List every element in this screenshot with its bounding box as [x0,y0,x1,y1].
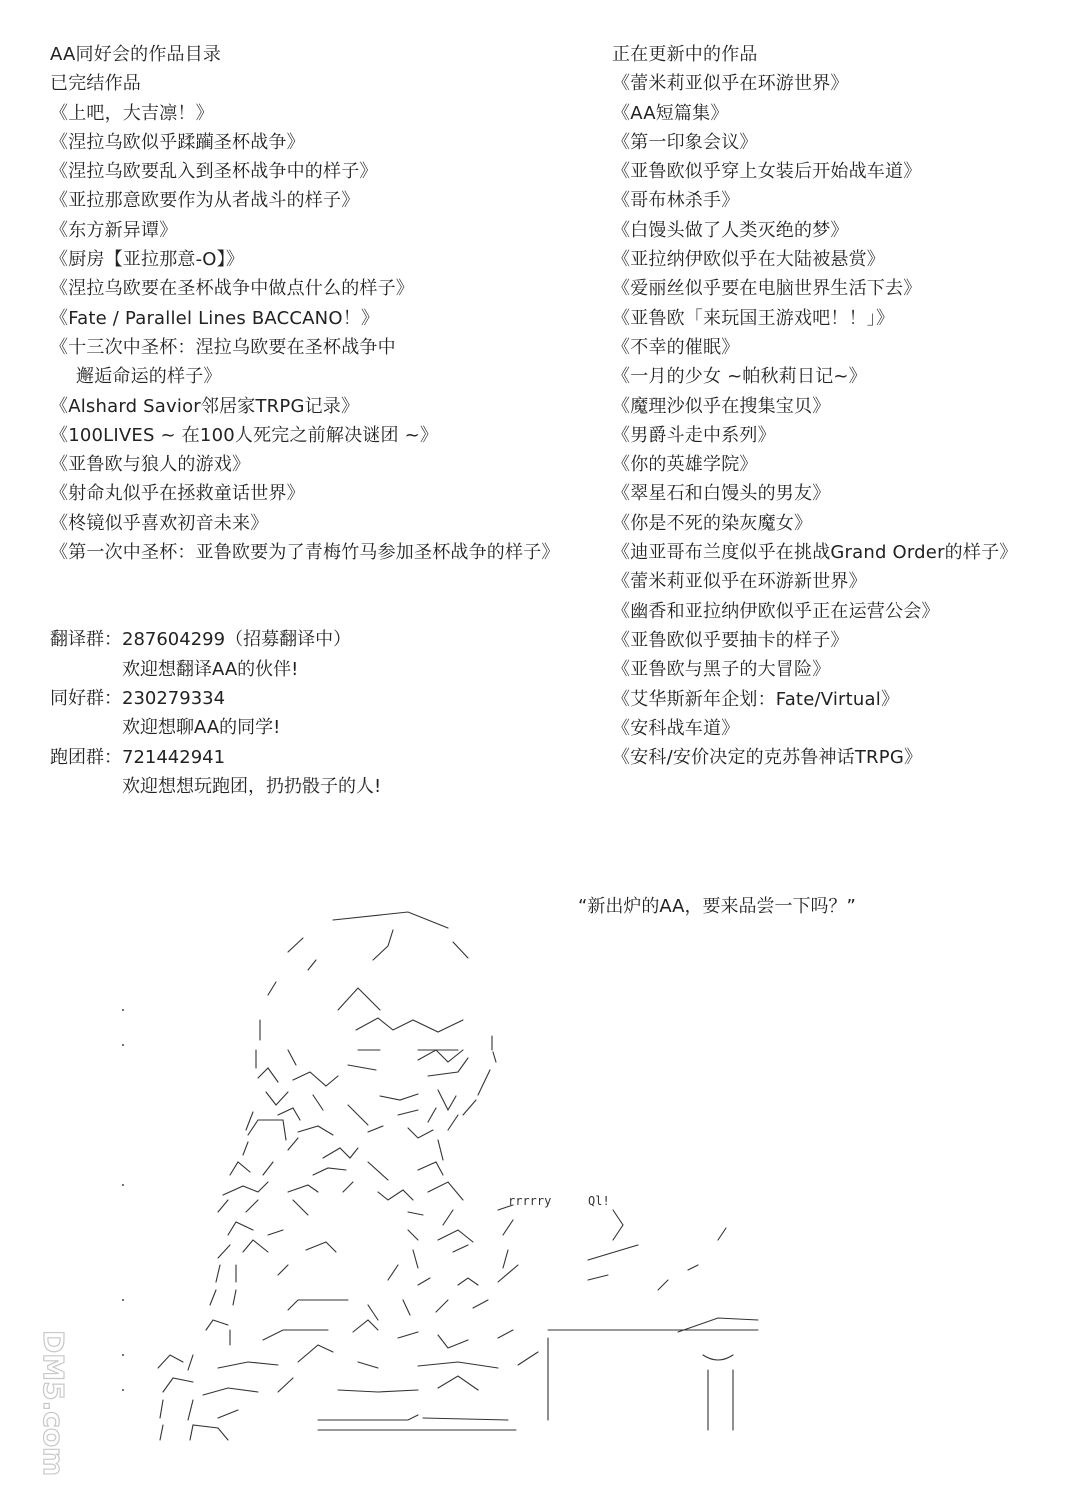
list-item: 《亚鲁欧似乎要抽卡的样子》 [612,629,849,651]
list-item: 《射命丸似乎在拯救童话世界》 [50,483,305,505]
art-sound-text: rrrrry [508,1194,552,1208]
list-item: 《爱丽丝似乎要在电脑世界生活下去》 [612,278,922,300]
catalog-title: AA同好会的作品目录 [50,44,222,65]
watermark-text: DM5.com [37,1330,70,1477]
art-symbol-text: Ql! [588,1194,610,1208]
list-item: 《涅拉乌欧要乱入到圣杯战争中的样子》 [50,161,378,183]
dm5-watermark [14,1330,70,1480]
list-item: 《安科/安价决定的克苏鲁神话TRPG》 [612,747,923,769]
list-item: 《Alshard Savior邻居家TRPG记录》 [50,395,360,417]
group-number: 721442941 [122,746,226,768]
list-item: 《涅拉乌欧似乎蹂躏圣杯战争》 [50,131,305,153]
list-item: 《亚鲁欧与狼人的游戏》 [50,454,251,476]
fan-group [50,684,590,713]
list-item: 《蕾米莉亚似乎在环游世界》 [612,73,849,95]
list-item: 《安科战车道》 [612,717,740,739]
speech-caption: “新出炉的AA，要来品尝一下吗？” [578,896,856,917]
list-item: 《翠星石和白馒头的男友》 [612,483,831,505]
list-item-continuation: 邂逅命运的样子》 [76,366,222,388]
list-item: 《一月的少女 ~帕秋莉日记~》 [612,366,867,388]
list-item: 《Fate / Parallel Lines BACCANO！》 [50,307,380,329]
right-column [612,40,1052,772]
group-note: 欢迎想聊AA的同学! [122,717,281,739]
list-item: 《涅拉乌欧要在圣杯战争中做点什么的样子》 [50,278,414,300]
group-note: 欢迎想想玩跑团，扔扔骰子的人! [122,775,382,797]
list-item: 《柊镜似乎喜欢初音未来》 [50,512,269,534]
list-item: 《上吧，大吉凛！》 [50,102,214,124]
list-item: 《厨房【亚拉那意-O】》 [50,249,245,271]
list-item: 《亚拉那意欧要作为从者战斗的样子》 [50,190,360,212]
list-item: 《东方新异谭》 [50,219,178,241]
trpg-group [50,743,590,772]
list-item: 《AA短篇集》 [612,102,729,124]
group-note: 欢迎想翻译AA的伙伴! [122,658,299,680]
group-info [50,625,590,801]
list-item: 《迪亚哥布兰度似乎在挑战Grand Order的样子》 [612,542,1018,564]
list-item: 《亚鲁欧与黑子的大冒险》 [612,659,831,681]
group-number: 287604299（招募翻译中） [122,629,352,651]
list-item: 《白馒头做了人类灭绝的梦》 [612,219,849,241]
list-item: 《蕾米莉亚似乎在环游新世界》 [612,571,867,593]
group-label: 跑团群： [50,746,122,768]
completed-heading: 已完结作品 [50,73,141,95]
group-label: 翻译群： [50,629,122,651]
completed-list [50,99,590,568]
translation-group [50,625,590,654]
group-number: 230279334 [122,687,226,709]
ongoing-heading: 正在更新中的作品 [612,44,758,65]
list-item: 《十三次中圣杯：涅拉乌欧要在圣杯战争中 [50,336,396,358]
list-item: 《你的英雄学院》 [612,454,758,476]
list-item: 《魔理沙似乎在搜集宝贝》 [612,395,831,417]
list-item: 《艾华斯新年企划：Fate/Virtual》 [612,688,900,710]
list-item: 《第一次中圣杯：亚鲁欧要为了青梅竹马参加圣杯战争的样子》 [50,542,560,564]
ongoing-list [612,69,1052,772]
list-item: 《亚拉纳伊欧似乎在大陆被悬赏》 [612,249,885,271]
list-item: 《100LIVES ~ 在100人死完之前解决谜团 ~》 [50,424,439,446]
list-item: 《你是不死的染灰魔女》 [612,512,813,534]
list-item: 《哥布林杀手》 [612,190,740,212]
group-label: 同好群： [50,687,122,709]
ascii-art-character [118,900,778,1440]
list-item: 《第一印象会议》 [612,131,758,153]
list-item: 《男爵斗走中系列》 [612,424,776,446]
left-column [50,40,590,801]
list-item: 《亚鲁欧似乎穿上女装后开始战车道》 [612,161,922,183]
list-item: 《亚鲁欧「来玩国王游戏吧！！」》 [612,307,895,329]
list-item: 《幽香和亚拉纳伊欧似乎正在运营公会》 [612,600,940,622]
list-item: 《不幸的催眠》 [612,336,740,358]
